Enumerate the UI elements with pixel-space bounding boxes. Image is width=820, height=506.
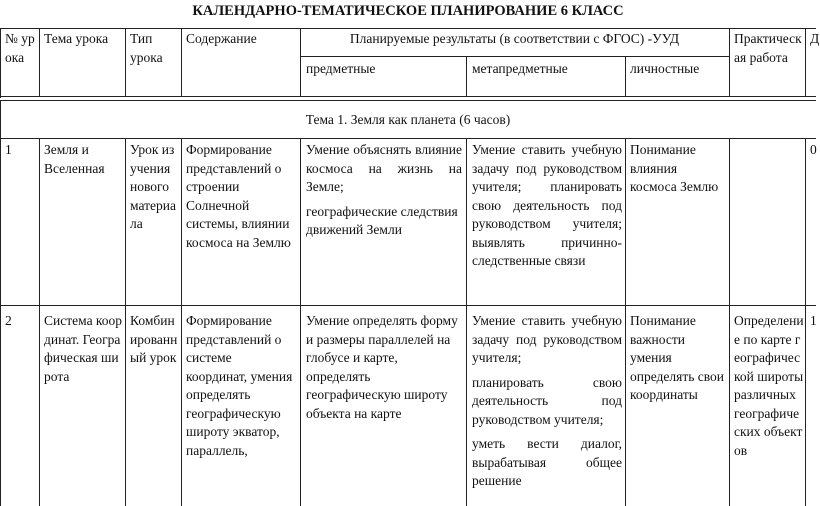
col-line-left	[0, 100, 1, 506]
row-1-cut-column: 0	[810, 142, 817, 157]
header-content: Содержание	[186, 31, 257, 46]
col-line-2-header	[125, 28, 126, 97]
row-1-subject-text-2: географические следствия движений Земли	[306, 203, 458, 237]
row-1-personal-results: Понимание влияния космоса Землю	[630, 142, 719, 194]
row-2-content: Формирование представлений о системе координат, умения определять географическую широту экватор, параллель,	[186, 313, 293, 458]
header-meta-results: метапредметные	[472, 61, 568, 76]
col-line-1-header	[39, 28, 40, 97]
section-title: Тема 1. Земля как планета (6 часов)	[305, 112, 511, 127]
row-2-meta-text-2: планировать свою деятельность под руководством учителя;	[472, 374, 622, 427]
row-2-personal-results: Понимание важности умения определять свои координаты	[630, 313, 725, 402]
row-1-topic: Земля и Вселенная	[44, 142, 105, 176]
col-line-1	[39, 138, 40, 506]
row-divider	[0, 305, 816, 306]
col-line-7	[729, 138, 730, 506]
col-line-3-header	[181, 28, 182, 97]
header-subject-results: предметные	[306, 61, 376, 76]
col-line-8	[805, 138, 806, 506]
header-lesson-type: Тип урока	[130, 31, 163, 65]
table-border-top	[0, 28, 816, 29]
col-line-8-header	[805, 28, 806, 97]
row-1-type: Урок изучения нового материала	[130, 142, 176, 231]
header-personal-results: личностные	[630, 61, 700, 76]
header-cut-column: Д	[810, 31, 820, 46]
col-line-3	[181, 138, 182, 506]
col-line-6	[625, 138, 626, 506]
row-2-meta-text-3: уметь вести диалог, вырабатывая общее решение	[472, 436, 622, 488]
header-lesson-number: № урока	[5, 31, 35, 65]
subheader-divider	[300, 56, 729, 57]
col-line-4	[300, 138, 301, 506]
row-2-type: Комбинированный урок	[130, 313, 178, 365]
col-line-7-header	[729, 28, 730, 97]
row-2-number: 2	[5, 313, 12, 328]
row-1-meta-results: Умение ставить учебную задачу под руководством учителя; планировать свою деятельность под руководством учителя; выявлять причинно-следственные связи	[472, 142, 622, 268]
row-2-practical-work: Определение по карте географической широты различных географических объектов	[734, 313, 804, 458]
col-line-6-header	[625, 56, 626, 97]
row-1-subject-text-1: Умение объяснять влияние космоса на жизнь на Земле;	[306, 142, 462, 194]
header-bottom-line	[0, 96, 816, 97]
row-2-topic: Система координат. Географическая широта	[44, 313, 123, 384]
header-practical-work: Практическая работа	[734, 31, 802, 65]
header-planned-results: Планируемые результаты (в соответствии с ФГОС) -УУД	[349, 31, 680, 46]
header-lesson-topic: Тема урока	[44, 31, 109, 46]
col-line-5-header	[466, 56, 467, 97]
page-title: КАЛЕНДАРНО-ТЕМАТИЧЕСКОЕ ПЛАНИРОВАНИЕ 6 КЛАСС	[192, 3, 624, 19]
row-1-subject-results	[306, 141, 462, 240]
row-2-cut-column: 1	[810, 313, 817, 328]
col-line-2	[125, 138, 126, 506]
col-line-left-header	[0, 28, 1, 98]
row-1-content: Формирование представлений о строении Солнечной системы, влиянии космоса на Землю	[186, 142, 291, 250]
row-2-meta-results	[472, 312, 622, 491]
row-1-number: 1	[5, 142, 12, 157]
col-line-5	[466, 138, 467, 506]
row-2-subject-results: Умение определять форму и размеры параллелей на глобусе и карте, определять географическую широту объекта на карте	[306, 313, 458, 421]
row-2-meta-text-1: Умение ставить учебную задачу под руководством учителя;	[472, 313, 622, 365]
section-bottom-line	[0, 138, 816, 139]
header-bottom-line-double	[0, 100, 816, 101]
